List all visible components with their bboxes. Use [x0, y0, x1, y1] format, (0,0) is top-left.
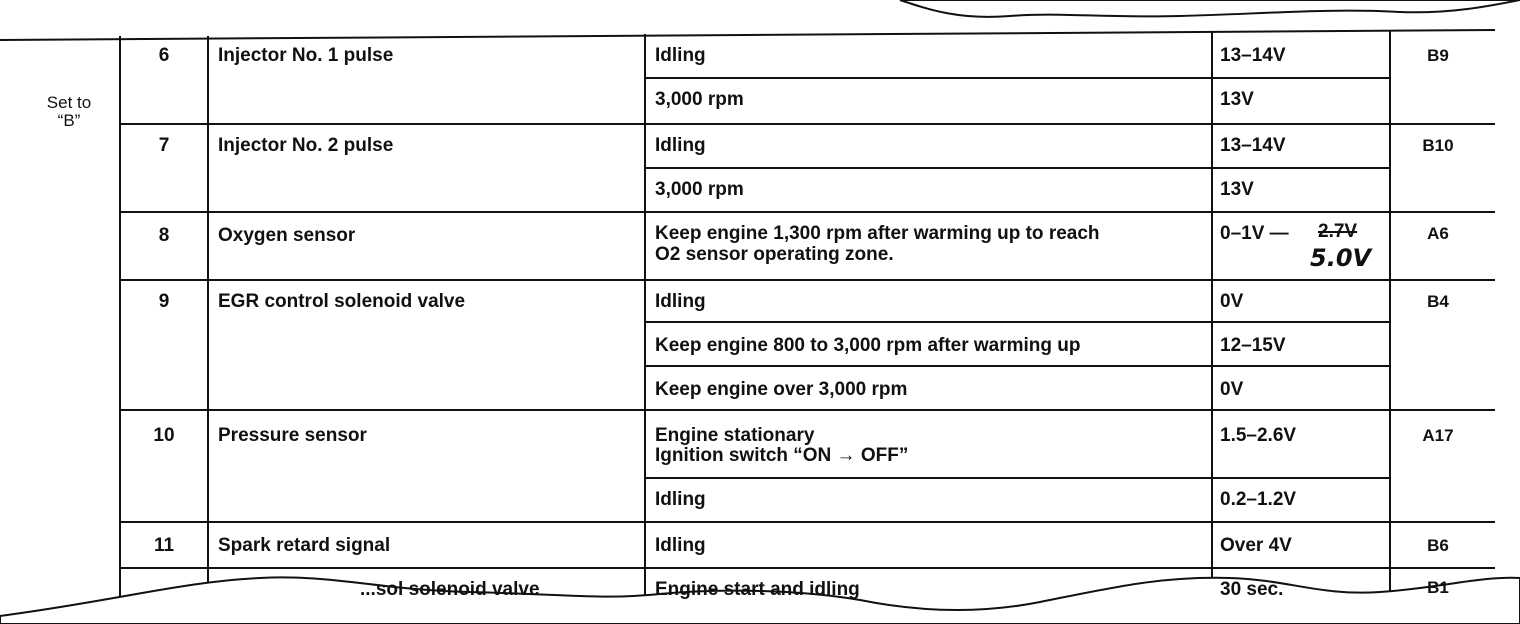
terminal-cell: A17 [1422, 426, 1454, 445]
terminal-cell: B10 [1422, 136, 1454, 155]
value-cell: 0V [1220, 291, 1244, 312]
condition-cell: Idling [655, 291, 706, 312]
terminal-cell: B6 [1427, 536, 1449, 555]
terminal-cell: B4 [1427, 292, 1449, 311]
condition-cell: Keep engine over 3,000 rpm [655, 379, 908, 400]
terminal-cell: A6 [1427, 224, 1449, 243]
condition-cell: Idling [655, 45, 706, 66]
row-item: Injector No. 2 pulse [218, 135, 394, 156]
condition-cell: Keep engine 1,300 rpm after warming up to reach [655, 223, 1100, 244]
value-cell: 1.5–2.6V [1220, 425, 1297, 446]
value-cell: 0–1V — [1220, 223, 1289, 244]
condition-cell: Engine start and idling [655, 579, 860, 600]
set-to-label [34, 94, 104, 130]
value-cell: 13–14V [1220, 45, 1286, 66]
condition-cell: Engine stationary [655, 425, 815, 446]
row-item: Pressure sensor [218, 425, 367, 446]
condition-cell: 3,000 rpm [655, 89, 744, 110]
value-cell: 13–14V [1220, 135, 1286, 156]
terminal-cell: B9 [1427, 46, 1449, 65]
condition-cell: 3,000 rpm [655, 179, 744, 200]
condition-cell-line2: Ignition switch “ON → OFF” [655, 445, 909, 466]
struck-value: 2.7V [1318, 221, 1358, 242]
terminal-cell: B1 [1427, 578, 1449, 597]
value-cell: 12–15V [1220, 335, 1286, 356]
row-number: 7 [158, 135, 170, 156]
value-cell: 0V [1220, 379, 1244, 400]
condition-cell-line2: O2 sensor operating zone. [655, 244, 894, 265]
value-cell: 30 sec. [1220, 579, 1284, 600]
handwritten-correction: 5.0V [1310, 244, 1372, 272]
row-item: EGR control solenoid valve [218, 291, 466, 312]
row-number: 11 [153, 535, 175, 556]
row-item: ...sol solenoid valve [360, 579, 540, 600]
condition-cell: Idling [655, 535, 706, 556]
value-cell: 13V [1220, 89, 1254, 110]
value-cell: 13V [1220, 179, 1254, 200]
value-cell: Over 4V [1220, 535, 1292, 556]
set-to-value: “B” [57, 111, 81, 130]
row-number: 6 [158, 45, 170, 66]
row-number: 8 [158, 225, 170, 246]
value-cell: 0.2–1.2V [1220, 489, 1297, 510]
row-item: Spark retard signal [218, 535, 391, 556]
row-item: Injector No. 1 pulse [218, 45, 394, 66]
row-number: 9 [158, 291, 170, 312]
row-number: 10 [153, 425, 175, 446]
set-to-text: Set to [46, 93, 92, 112]
row-item: Oxygen sensor [218, 225, 356, 246]
condition-cell: Keep engine 800 to 3,000 rpm after warming up [655, 335, 1081, 356]
condition-cell: Idling [655, 135, 706, 156]
condition-cell: Idling [655, 489, 706, 510]
